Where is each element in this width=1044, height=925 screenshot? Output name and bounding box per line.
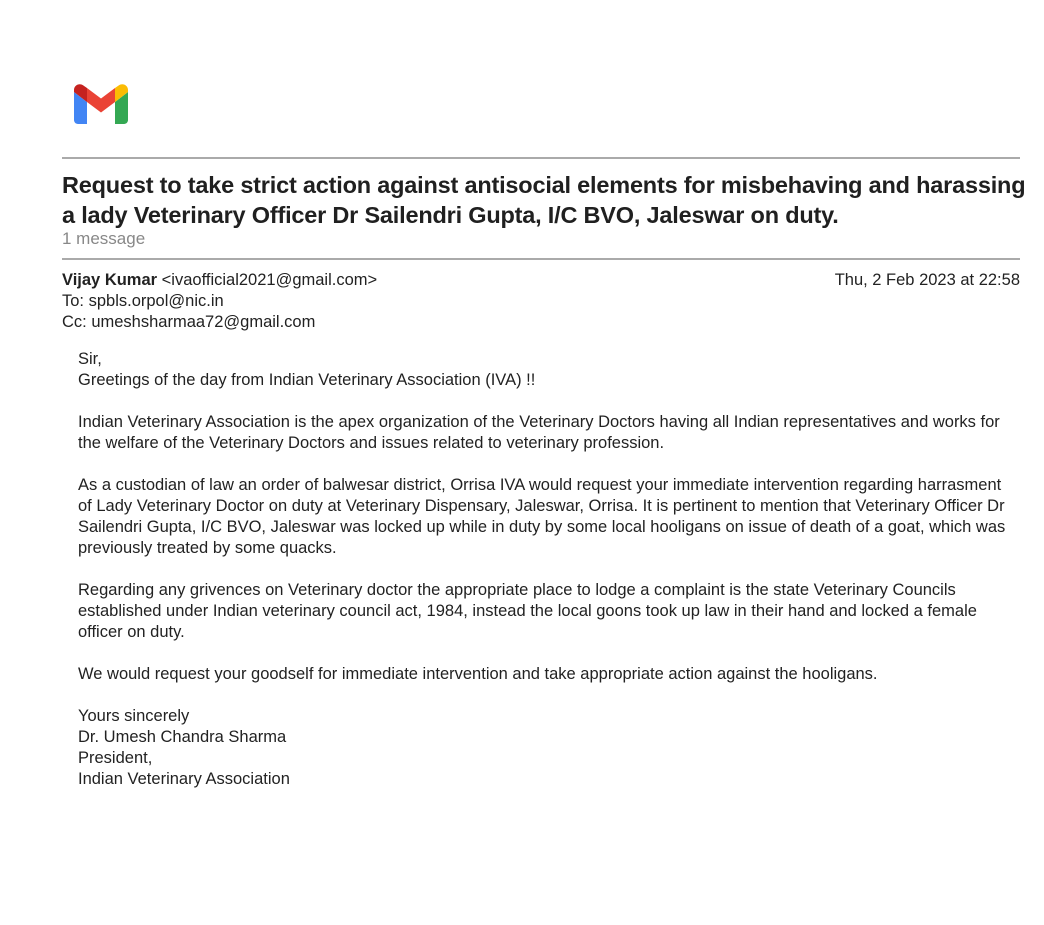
signer-organization: Indian Veterinary Association: [78, 770, 290, 788]
signer-name: Dr. Umesh Chandra Sharma: [78, 728, 287, 746]
greeting: Greetings of the day from Indian Veterinary Association (IVA) !!: [78, 371, 536, 389]
body-paragraph-4: We would request your goodself for immediate intervention and take appropriate action against the hooligans.: [78, 665, 878, 683]
header-divider: [62, 258, 1020, 260]
top-divider: [62, 157, 1020, 159]
sender-email[interactable]: <ivaofficial2021@gmail.com>: [161, 271, 378, 289]
sender-name[interactable]: Vijay Kumar: [62, 271, 158, 289]
body-paragraph-1: Indian Veterinary Association is the apex organization of the Veterinary Doctors having all Indian representatives and works for the welfare of the Veterinary Doctors and issues related to veterinary profession.: [78, 413, 1000, 452]
body-paragraph-2: As a custodian of law an order of balwesar district, Orrisa IVA would request your immediate intervention regarding harrasment of Lady Veterinary Doctor on duty at Veterinary Dispensary, Jaleswar, Orrisa. It is pertinent to mention that Veterinary Officer Dr Sailendri Gupta, I/C BVO, Jaleswar was locked up while in duty by some local hooligans on issue of death of a goat, which was previously treated by some quacks.: [78, 476, 1006, 557]
email-subject: Request to take strict action against antisocial elements for misbehaving and harassing a lady Veterinary Officer Dr Sailendri Gupta, I/C BVO, Jaleswar on duty.: [62, 172, 1026, 228]
email-header: [62, 270, 1020, 333]
salutation: Sir,: [78, 350, 102, 368]
message-count: 1 message: [62, 229, 146, 248]
signer-title: President,: [78, 749, 153, 767]
cc-line: Cc: umeshsharmaa72@gmail.com: [62, 313, 316, 331]
closing: Yours sincerely: [78, 707, 190, 725]
body-paragraph-3: Regarding any grivences on Veterinary doctor the appropriate place to lodge a complaint is the state Veterinary Councils established under Indian veterinary council act, 1984, instead the local goons took up law in their hand and locked a female officer on duty.: [78, 581, 977, 641]
email-date: Thu, 2 Feb 2023 at 22:58: [834, 271, 1020, 289]
to-line: To: spbls.orpol@nic.in: [62, 292, 224, 310]
signature-block: [78, 706, 1018, 790]
gmail-logo-icon: [74, 84, 128, 124]
email-body: [78, 349, 1018, 790]
